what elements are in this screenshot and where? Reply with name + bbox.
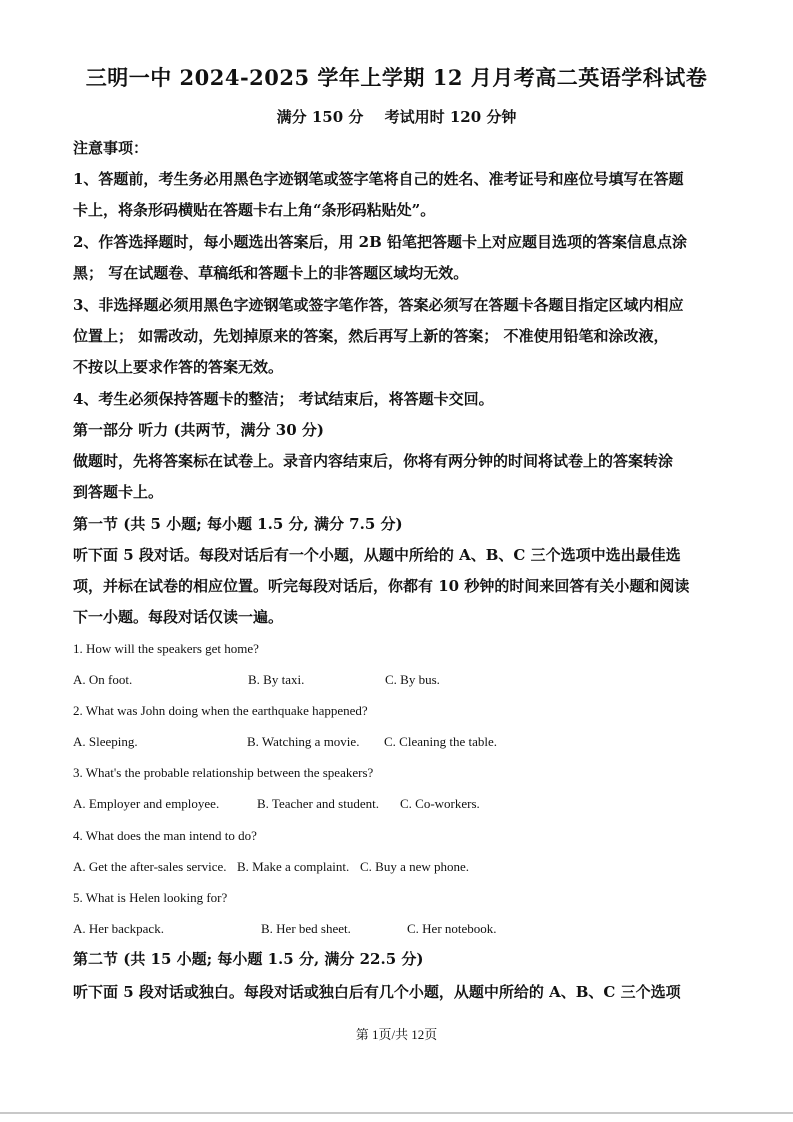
notice-line: 卡上，将条形码横贴在答题卡右上角“条形码粘贴处”。 (73, 201, 436, 219)
section2-intro: 听下面 5 段对话或独白。每段对话或独白后有几个小题，从题中所给的 A、B、C 三个选项 (73, 983, 681, 1001)
option-b: B. Her bed sheet. (261, 921, 351, 936)
question-stem: 2. What was John doing when the earthquake happened? (73, 703, 368, 718)
option-a: A. Her backpack. (73, 921, 164, 936)
part1-heading: 第一部分 听力 (共两节，满分 30 分) (73, 421, 324, 439)
option-b: B. By taxi. (248, 672, 305, 687)
section1-intro: 项，并标在试卷的相应位置。听完每段对话后，你都有 10 秒钟的时间来回答有关小题和阅读 (73, 577, 690, 595)
exam-subtitle (0, 106, 793, 127)
question-stem: 3. What's the probable relationship between the speakers? (73, 765, 374, 780)
notice-line: 不按以上要求作答的答案无效。 (73, 358, 284, 376)
option-b: B. Teacher and student. (257, 796, 379, 811)
question-stem: 4. What does the man intend to do? (73, 828, 257, 843)
exam-title: 三明一中 2024-2025 学年上学期 12 月月考高二英语学科试卷 (85, 65, 708, 90)
option-b: B. Watching a movie. (247, 734, 360, 749)
exam-duration: 考试用时 120 分钟 (384, 108, 517, 126)
option-a: A. Sleeping. (73, 734, 138, 749)
notice-line: 2、作答选择题时，每小题选出答案后，用 2B 铅笔把答题卡上对应题目选项的答案信息点涂 (73, 233, 688, 251)
notice-heading: 注意事项： (73, 139, 149, 157)
option-c: C. Her notebook. (407, 921, 497, 936)
part1-intro: 到答题卡上。 (73, 483, 164, 501)
option-c: C. Buy a new phone. (360, 859, 470, 874)
section1-intro: 听下面 5 段对话。每段对话后有一个小题，从题中所给的 A、B、C 三个选项中选出最佳选 (73, 546, 681, 564)
section1-heading: 第一节 (共 5 小题; 每小题 1.5 分, 满分 7.5 分) (73, 515, 403, 533)
notice-line: 4、考生必须保持答题卡的整洁； 考试结束后，将答题卡交回。 (73, 390, 494, 408)
question-stem: 1. How will the speakers get home? (73, 641, 259, 656)
notice-line: 黑； 写在试题卷、草稿纸和答题卡上的非答题区域均无效。 (73, 264, 469, 282)
option-a: A. Get the after-sales service. (73, 859, 227, 874)
question-stem: 5. What is Helen looking for? (73, 890, 228, 905)
page-bottom-divider (0, 1112, 793, 1114)
option-a: A. Employer and employee. (73, 796, 220, 811)
option-b: B. Make a complaint. (237, 859, 350, 874)
section2-heading: 第二节 (共 15 小题; 每小题 1.5 分, 满分 22.5 分) (73, 950, 424, 968)
notice-line: 位置上； 如需改动，先划掉原来的答案，然后再写上新的答案； 不准使用铅笔和涂改液， (73, 327, 669, 345)
option-c: C. Cleaning the table. (384, 734, 498, 749)
page-number: 第 1页/共 12页 (355, 1027, 438, 1042)
notice-line: 1、答题前，考生务必用黑色字迹钢笔或签字笔将自己的姓名、准考证号和座位号填写在答题 (73, 170, 684, 188)
option-c: C. By bus. (385, 672, 440, 687)
section1-intro: 下一小题。每段对话仅读一遍。 (73, 608, 284, 626)
option-a: A. On foot. (73, 672, 133, 687)
option-c: C. Co-workers. (400, 796, 480, 811)
full-score: 满分 150 分 (276, 108, 364, 126)
notice-line: 3、非选择题必须用黑色字迹钢笔或签字笔作答，答案必须写在答题卡各题目指定区域内相应 (73, 296, 684, 314)
part1-intro: 做题时，先将答案标在试卷上。录音内容结束后，你将有两分钟的时间将试卷上的答案转涂 (73, 452, 674, 470)
